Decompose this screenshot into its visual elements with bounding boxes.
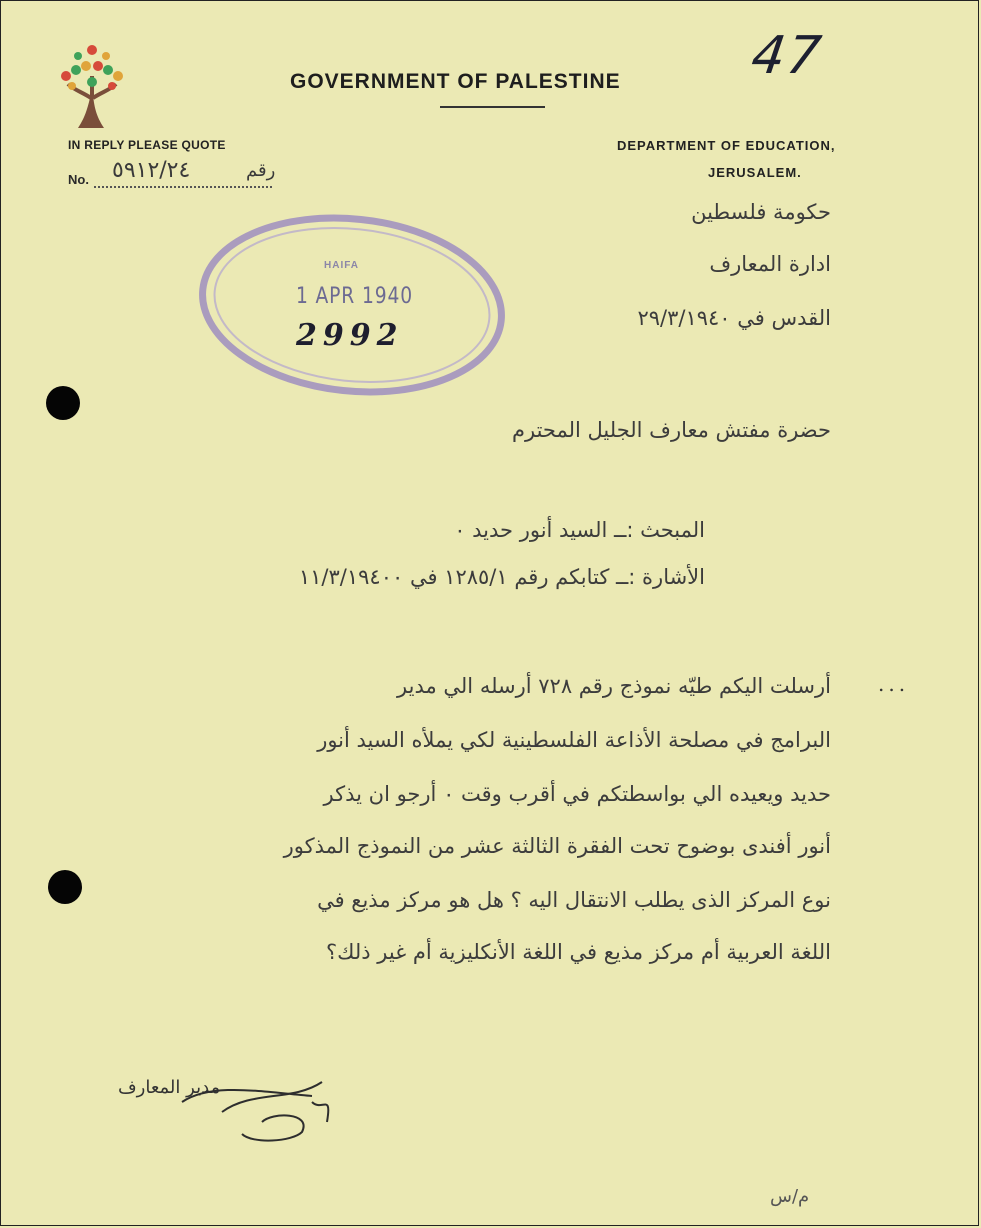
- stamp-registration-number: 2992: [296, 318, 404, 353]
- government-arabic: حكومة فلسطين: [691, 200, 831, 224]
- body-line: البرامج في مصلحة الأذاعة الفلسطينية لكي يملأه السيد أنور: [317, 728, 831, 752]
- department-city: JERUSALEM.: [708, 165, 802, 180]
- title-underline: [440, 106, 545, 108]
- body-continuation-dots: ...: [878, 672, 910, 696]
- archive-page-number: 47: [747, 26, 827, 86]
- body-line: نوع المركز الذى يطلب الانتقال اليه ؟ هل هو مركز مذيع في: [317, 888, 831, 912]
- reference-no-label: No.: [68, 172, 89, 187]
- reference-line-arabic: الأشارة :ــ كتابكم رقم ١٢٨٥/١ في ١١/٣/١٩٤٠٠: [298, 565, 705, 589]
- punch-hole-top: [46, 386, 80, 420]
- department-name: DEPARTMENT OF EDUCATION,: [617, 138, 836, 153]
- stamp-city: HAIFA: [324, 260, 359, 271]
- addressee-arabic: حضرة مفتش معارف الجليل المحترم: [512, 418, 831, 442]
- reference-dotted-line: [94, 186, 272, 188]
- date-line-arabic: القدس في ٢٩/٣/١٩٤٠: [637, 306, 831, 330]
- reply-quote-label: IN REPLY PLEASE QUOTE: [68, 138, 226, 152]
- reference-number: ٥٩١٢/٢٤: [112, 158, 191, 183]
- body-line: اللغة العربية أم مركز مذيع في اللغة الأنكليزية أم غير ذلك؟: [326, 940, 831, 964]
- department-arabic: ادارة المعارف: [709, 252, 831, 276]
- body-line: أرسلت اليكم طيّه نموذج رقم ٧٢٨ أرسله الي مدير: [397, 674, 831, 698]
- signature-title-arabic: مدير المعارف: [118, 1077, 221, 1098]
- body-line: حديد ويعيده الي بواسطتكم في أقرب وقت ٠ أرجو ان يذكر: [323, 782, 831, 806]
- reference-word-arabic: رقم: [246, 160, 276, 181]
- body-line: أنور أفندى بوضوح تحت الفقرة الثالثة عشر من النموذج المذكور: [283, 834, 831, 858]
- subject-line-arabic: المبحث :ــ السيد أنور حديد ٠: [454, 518, 705, 542]
- typist-initials: م/س: [770, 1186, 810, 1207]
- letterhead-government-title: GOVERNMENT OF PALESTINE: [290, 70, 621, 93]
- handwritten-signature: [112, 1072, 342, 1152]
- punch-hole-bottom: [48, 870, 82, 904]
- tree-logo-icon: [52, 36, 130, 134]
- stamp-date: 1 APR 1940: [296, 284, 413, 309]
